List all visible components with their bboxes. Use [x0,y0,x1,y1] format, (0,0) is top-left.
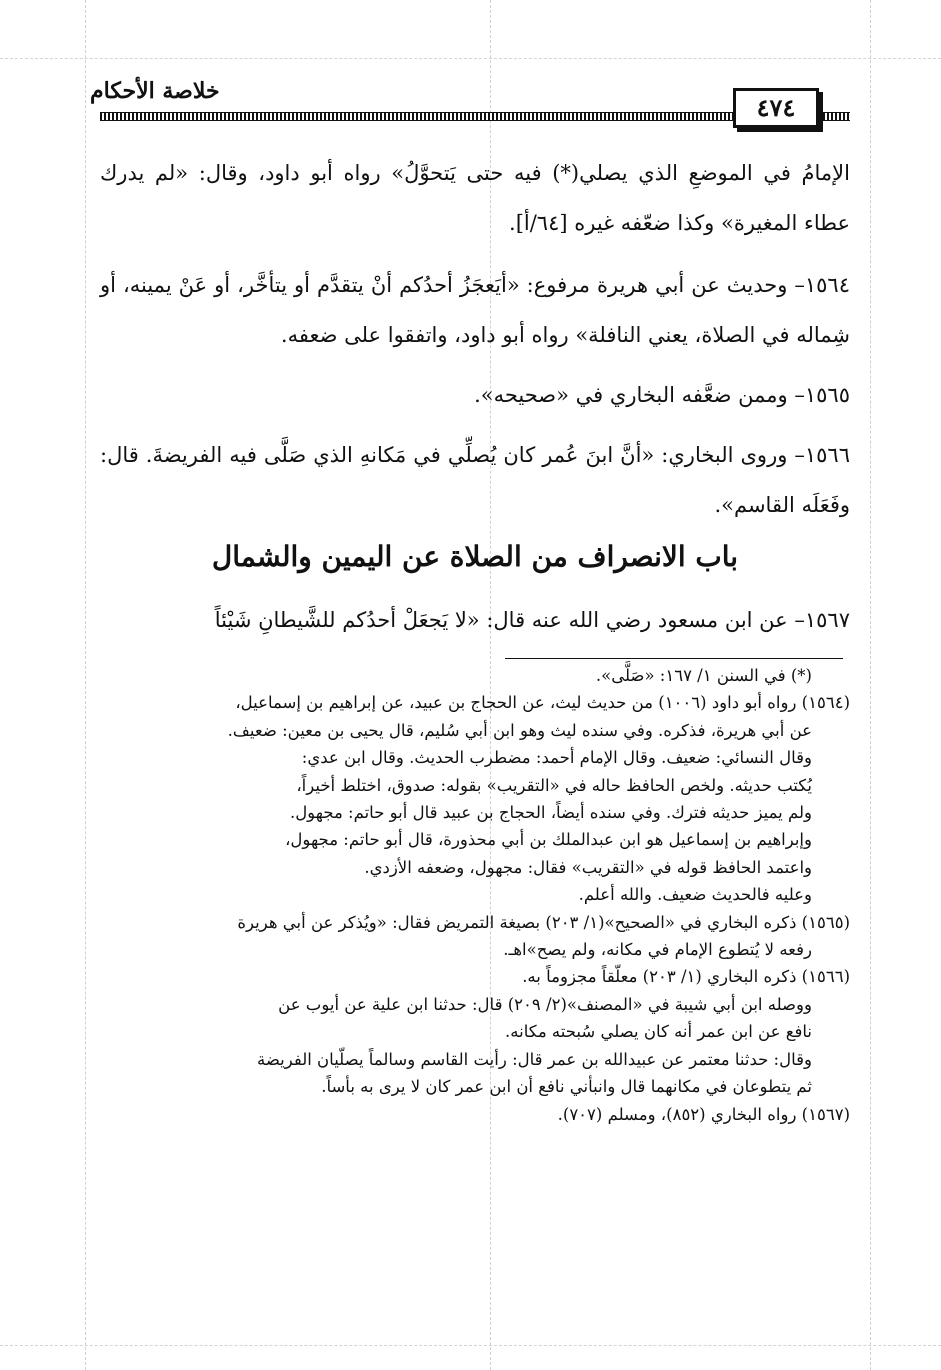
paragraph-1564: ١٥٦٤– وحديث عن أبي هريرة مرفوع: «أيَعجَزُ أحدُكم أنْ يتقدَّم أو يتأخَّر، أو عَنْ يمينه، أو شِماله في الصلاة، يعني النافلة» رواه أبو داود، واتفقوا على ضعفه. [100,273,850,347]
footnote-line: عن أبي هريرة، فذكره. وفي سنده ليث وهو ابن أبي سُليم، قال يحيى بن معين: ضعيف. [227,720,812,740]
header-rule [100,112,842,121]
main-text [100,595,850,645]
running-header-title: خلاصة الأحكام [90,78,220,104]
footnote-1566: (١٥٦٦) ذكره البخاري (١/ ٢٠٣) معلّقاً مجزوماً به. [522,967,850,987]
footnote-line: يُكتب حديثه. ولخص الحافظ حاله في «التقريب» بقوله: صدوق، اختلط أخيراً، [296,775,812,795]
page-number: ٤٧٤ [733,88,819,128]
scan-guide-line [870,0,871,1370]
footnote-line: ولم يميز حديثه فترك. وفي سنده أيضاً، الحجاج بن عبيد قال أبو حاتم: مجهول. [289,803,812,823]
scan-guide-line [85,0,86,1370]
paragraph-1565: ١٥٦٥– وممن ضعَّفه البخاري في «صحيحه». [474,383,850,407]
footnote-separator [505,658,843,659]
footnote-line: وقال النسائي: ضعيف. وقال الإمام أحمد: مضطرب الحديث. وقال ابن عدي: [301,748,812,768]
paragraph-1567: ١٥٦٧– عن ابن مسعود رضي الله عنه قال: «لا يَجعَلْ أحدُكم للشَّيطانِ شَيْئاً [214,608,850,632]
scan-guide-line [0,1345,941,1346]
footnotes [100,662,850,1128]
footnote-1565: (١٥٦٥) ذكره البخاري في «الصحيح»(١/ ٢٠٣) بصيغة التمريض فقال: «ويُذكر عن أبي هريرة [237,912,850,932]
section-heading: باب الانصراف من الصلاة عن اليمين والشمال [211,540,739,573]
footnote-line: وعليه فالحديث ضعيف. والله أعلم. [578,885,812,905]
footnote-line: واعتمد الحافظ قوله في «التقريب» فقال: مجهول، وضعفه الأزدي. [364,857,812,877]
footnote-1564: (١٥٦٤) رواه أبو داود (١٠٠٦) من حديث ليث، عن الحجاج بن عبيد، عن إبراهيم بن إسماعيل، [235,693,850,713]
footnote-line: ووصله ابن أبي شيبة في «المصنف»(٢/ ٢٠٩) قال: حدثنا ابن علية عن أيوب عن [278,994,812,1014]
footnote-line: نافع عن ابن عمر أنه كان يصلي سُبحته مكانه. [505,1022,812,1042]
footnote-line: ثم يتطوعان في مكانهما قال وانبأني نافع أن ابن عمر كان لا يرى به بأساً. [321,1077,812,1097]
main-text [100,148,850,530]
footnote-1567: (١٥٦٧) رواه البخاري (٨٥٢)، ومسلم (٧٠٧). [557,1104,850,1124]
paragraph-1566: ١٥٦٦– وروى البخاري: «أنَّ ابنَ عُمر كان يُصلِّي في مَكانهِ الذي صَلَّى فيه الفريضةَ. قال: وفَعَلَه القاسم». [100,443,850,517]
header-rule [815,112,850,121]
footnote-line: وإبراهيم بن إسماعيل هو ابن عبدالملك بن أبي محذورة، قال أبو حاتم: مجهول، [285,830,812,850]
scan-guide-line [0,58,941,59]
footnote-line: رفعه لا يُتطوع الإمام في مكانه، ولم يصح»اهـ. [503,940,812,960]
footnote-line: وقال: حدثنا معتمر عن عبيدالله بن عمر قال: رأيت القاسم وسالماً يصلّيان الفريضة [257,1049,812,1069]
paragraph: الإمامُ في الموضعِ الذي يصلي(*) فيه حتى يَتحوَّلُ» رواه أبو داود، وقال: «لم يدرك عطاء المغيرة» وكذا ضعّفه غيره [٦٤/أ]. [100,161,850,235]
footnote-star: (*) في السنن ١/ ١٦٧: «صَلَّى». [595,666,812,685]
